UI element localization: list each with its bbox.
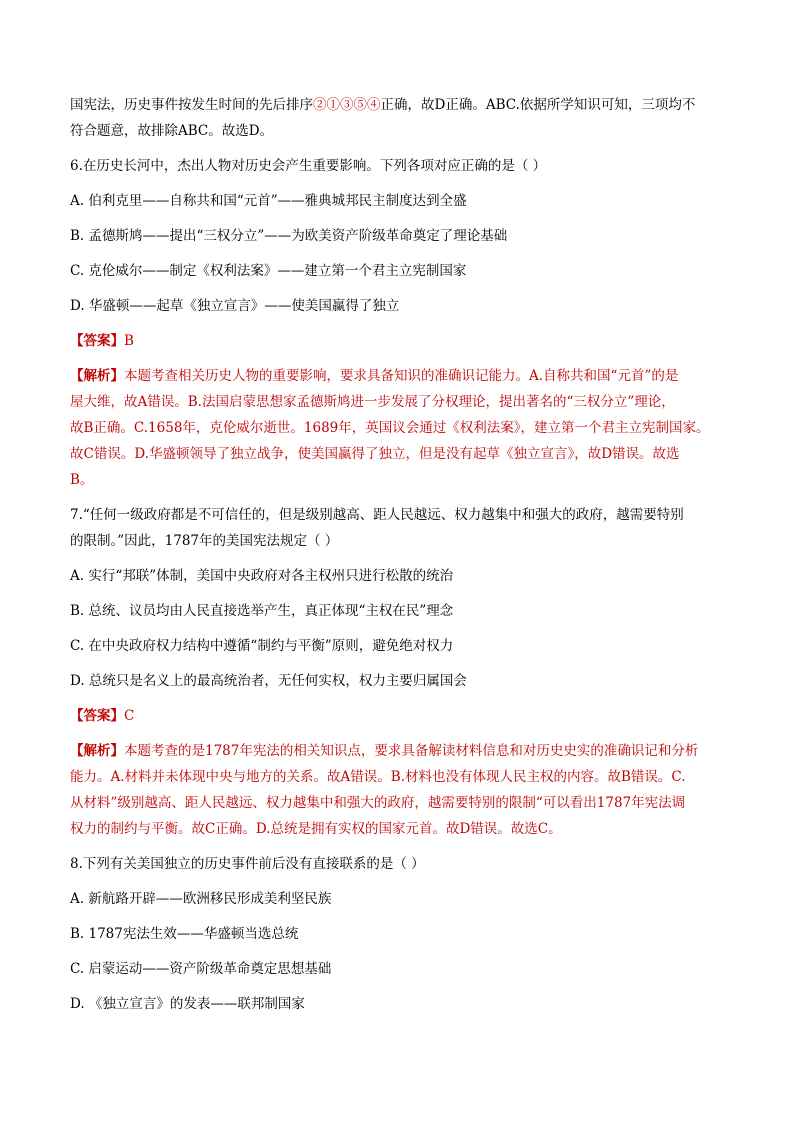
sequence-order: ②①③⑤④	[313, 97, 381, 113]
q6-analysis-line-5: B。	[70, 472, 94, 488]
q8-stem: 8.下列有关美国独立的历史事件前后没有直接联系的是（ ）	[70, 856, 425, 872]
q7-option-d: D. 总统只是名义上的最高统治者，无任何实权，权力主要归属国会	[70, 673, 467, 689]
q7-analysis-line-3: 从材料”级别越高、距人民越远、权力越集中和强大的政府，越需要特别的限制“可以看出1787年宪法调	[70, 795, 686, 811]
q6-answer	[70, 328, 726, 354]
q7-option-a: A. 实行“邦联”体制，美国中央政府对各主权州只进行松散的统治	[70, 568, 454, 584]
q7-analysis-line-1	[70, 738, 726, 764]
analysis-text: 本题考查相关历史人物的重要影响，要求具备知识的准确识记能力。A.自称共和国“元首”的是	[124, 368, 679, 384]
q7-option-c: C. 在中央政府权力结构中遵循“制约与平衡”原则，避免绝对权力	[70, 638, 454, 654]
q7-analysis-line-2: 能力。A.材料并未体现中央与地方的关系。故A错误。B.材料也没有体现人民主权的内容。故B错误。C.	[70, 769, 686, 785]
answer-value: C	[124, 708, 135, 724]
intro-line-1	[70, 92, 726, 118]
intro-text: 国宪法，历史事件按发生时间的先后排序	[70, 97, 313, 113]
q7-stem-line-1: 7.“任何一级政府都是不可信任的，但是级别越高、距人民越远、权力越集中和强大的政府，越需要特别	[70, 507, 684, 523]
q7-stem-line-2: 的限制。”因此，1787年的美国宪法规定（ ）	[70, 533, 339, 549]
q6-stem: 6.在历史长河中，杰出人物对历史会产生重要影响。下列各项对应正确的是（ ）	[70, 158, 547, 174]
q7-option-b: B. 总统、议员均由人民直接选举产生，真正体现“主权在民”理念	[70, 603, 454, 619]
document-page	[70, 92, 726, 1017]
q6-analysis-line-4: 故C错误。D.华盛顿领导了独立战争，使美国赢得了独立，但是没有起草《独立宣言》，故D错误。故选	[70, 446, 680, 462]
q8-option-b: B. 1787宪法生效——华盛顿当选总统	[70, 926, 299, 942]
intro-line-2: 符合题意，故排除ABC。故选D。	[70, 123, 274, 139]
intro-text: 正确，故D正确。ABC.依据所学知识可知，三项均不	[380, 97, 696, 113]
q6-analysis-line-1	[70, 363, 726, 389]
analysis-text: 本题考查的是1787年宪法的相关知识点，要求具备解读材料信息和对历史史实的准确识记和分析	[124, 743, 699, 759]
q8-option-c: C. 启蒙运动——资产阶级革命奠定思想基础	[70, 961, 332, 977]
q8-option-a: A. 新航路开辟——欧洲移民形成美利坚民族	[70, 891, 332, 907]
answer-label: 【答案】	[70, 708, 124, 724]
analysis-label: 【解析】	[70, 368, 124, 384]
answer-label: 【答案】	[70, 333, 124, 349]
q7-analysis-line-4: 权力的制约与平衡。故C正确。D.总统是拥有实权的国家元首。故D错误。故选C。	[70, 821, 562, 837]
q6-analysis-line-3: 故B正确。C.1658年，克伦威尔逝世。1689年，英国议会通过《权利法案》，建立第一个君主立宪制国家。	[70, 420, 710, 436]
q6-option-a: A. 伯利克里——自称共和国“元首”——雅典城邦民主制度达到全盛	[70, 193, 467, 209]
q8-option-d: D. 《独立宣言》的发表——联邦制国家	[70, 996, 305, 1012]
answer-value: B	[124, 333, 134, 349]
q7-answer	[70, 703, 726, 729]
q6-option-d: D. 华盛顿——起草《独立宣言》——使美国赢得了独立	[70, 298, 400, 314]
q6-analysis-line-2: 屋大维，故A错误。B.法国启蒙思想家孟德斯鸠进一步发展了分权理论，提出著名的“三权分立”理论，	[70, 394, 675, 410]
q6-option-c: C. 克伦威尔——制定《权利法案》——建立第一个君主立宪制国家	[70, 263, 467, 279]
q6-option-b: B. 孟德斯鸠——提出“三权分立”——为欧美资产阶级革命奠定了理论基础	[70, 228, 508, 244]
analysis-label: 【解析】	[70, 743, 124, 759]
